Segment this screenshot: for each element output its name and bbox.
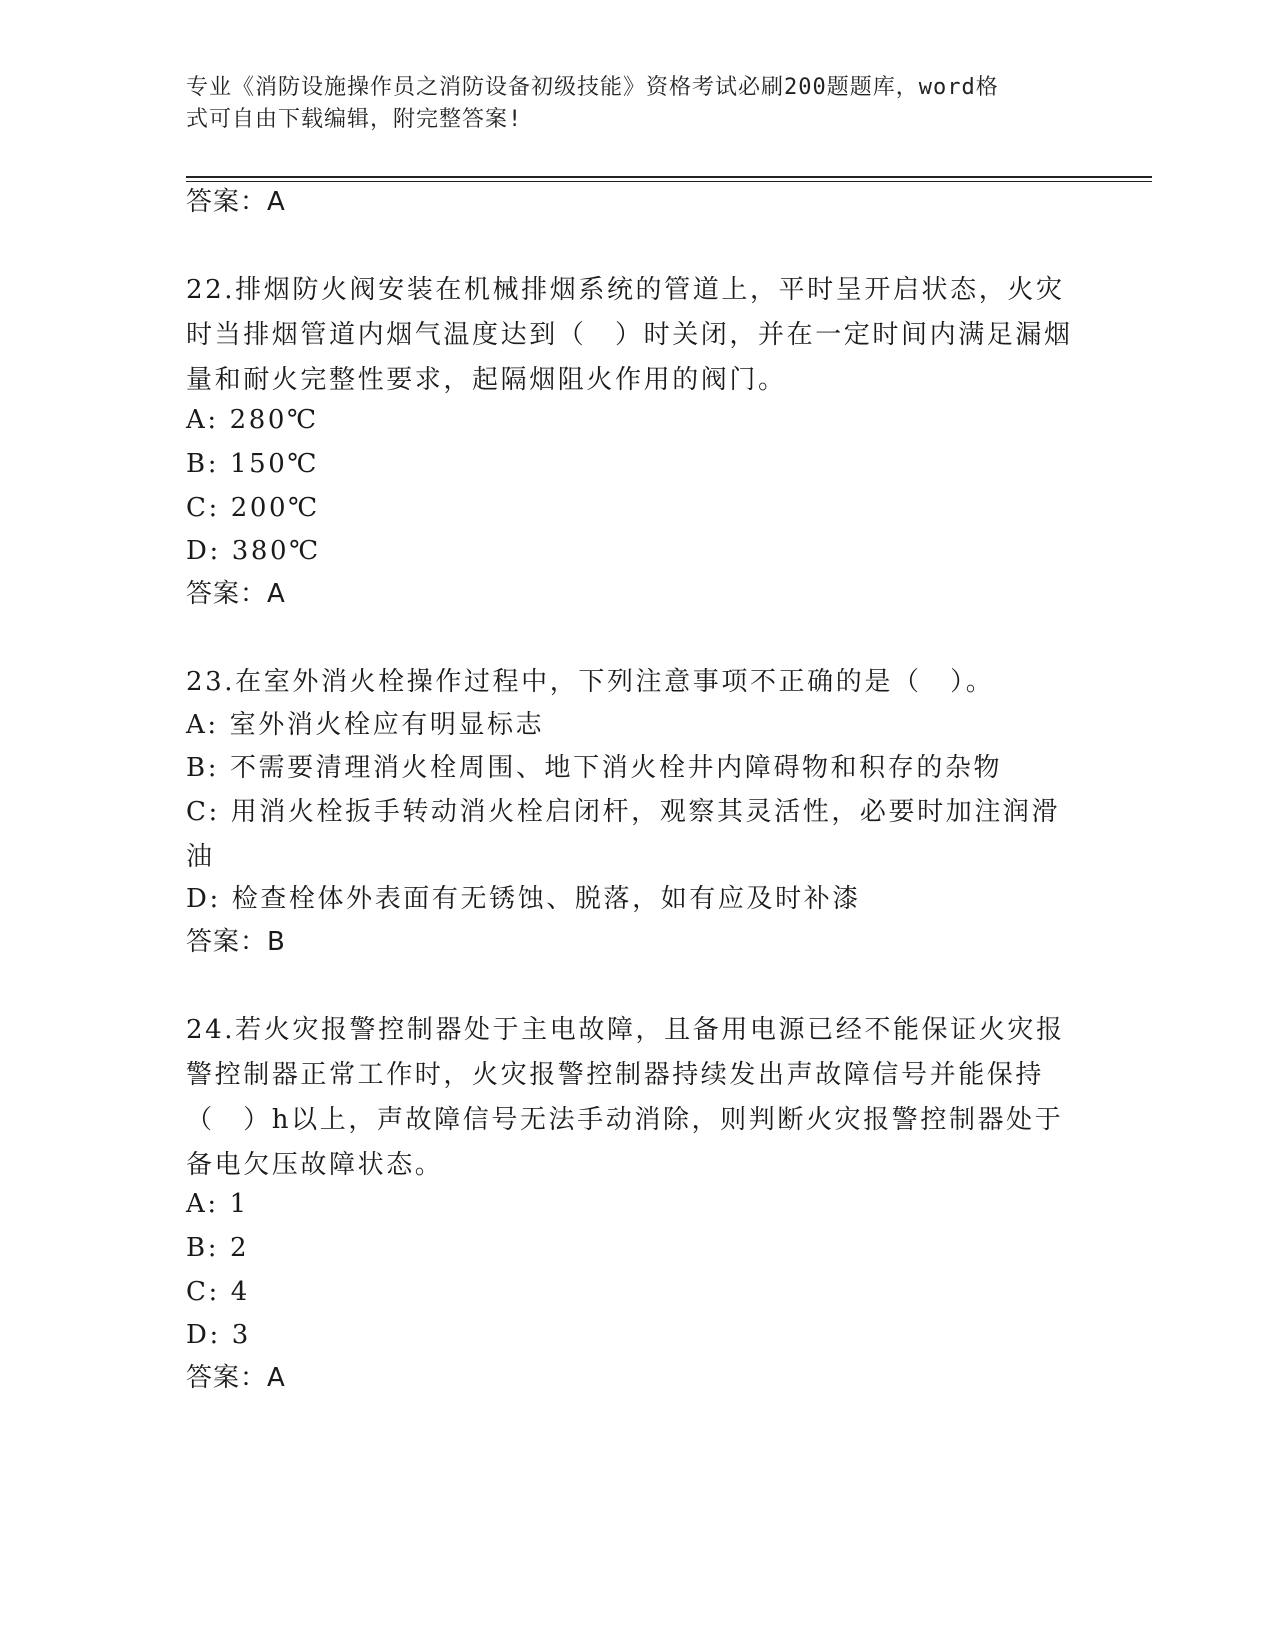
answer-24: 答案：A [186, 1363, 286, 1393]
option-letter: B: [186, 449, 220, 479]
option-letter: C: [186, 797, 220, 827]
option-value: 室外消火栓应有明显标志 [229, 710, 545, 740]
option-value: 1 [229, 1189, 249, 1219]
question-24-option-d [186, 1313, 1086, 1358]
answer-23: 答案：B [186, 927, 286, 957]
header-divider-thin [186, 181, 1152, 182]
option-value: 150℃ [229, 449, 320, 479]
answer-21: 答案：A [186, 187, 286, 217]
header-line-1: 专业《消防设施操作员之消防设备初级技能》资格考试必刷200题题库，word格 [186, 75, 999, 100]
option-value: 用消火栓扳手转动消火栓启闭杆，观察其灵活性，必要时加注润滑油 [186, 797, 1061, 872]
option-value: 2 [229, 1233, 250, 1263]
question-23-option-a [186, 703, 1086, 748]
option-letter: C: [186, 493, 220, 523]
option-value: 不需要清理消火栓周围、地下消火栓井内障碍物和积存的杂物 [229, 753, 1003, 783]
option-letter: D: [186, 1320, 221, 1350]
question-23-text: 23.在室外消火栓操作过程中，下列注意事项不正确的是（ ）。 [186, 667, 995, 697]
option-letter: A: [186, 405, 219, 435]
question-22-option-d [186, 529, 1086, 574]
question-24-option-b [186, 1226, 1086, 1271]
question-23-option-c [186, 790, 1086, 880]
answer-22: 答案：A [186, 579, 286, 609]
option-letter: D: [186, 884, 221, 914]
question-24-option-a [186, 1182, 1086, 1227]
option-value: 380℃ [231, 536, 321, 566]
header-divider [186, 176, 1152, 178]
option-value: 4 [230, 1277, 250, 1307]
header-line-2: 式可自由下载编辑，附完整答案! [186, 107, 523, 132]
question-23-option-d [186, 877, 1086, 922]
option-letter: A: [186, 710, 219, 740]
question-24-text: 24.若火灾报警控制器处于主电故障，且备用电源已经不能保证火灾报警控制器正常工作时，火灾报警控制器持续发出声故障信号并能保持（ ）h以上，声故障信号无法手动消除，则判断火灾报警控制器处于备电欠压故障状态。 [186, 1015, 1065, 1180]
option-letter: C: [186, 1277, 220, 1307]
option-value: 200℃ [230, 493, 320, 523]
question-23-option-b [186, 746, 1086, 791]
question-24-option-c [186, 1270, 1086, 1315]
question-22-option-b [186, 442, 1086, 487]
option-letter: D: [186, 536, 221, 566]
option-value: 280℃ [229, 405, 319, 435]
option-value: 检查栓体外表面有无锈蚀、脱落，如有应及时补漆 [231, 884, 861, 914]
question-22-option-c [186, 486, 1086, 531]
document-header [186, 72, 1066, 136]
option-letter: A: [186, 1189, 219, 1219]
question-22-text: 22.排烟防火阀安装在机械排烟系统的管道上，平时呈开启状态，火灾时当排烟管道内烟气温度达到（ ）时关闭，并在一定时间内满足漏烟量和耐火完整性要求，起隔烟阻火作用的阀门。 [186, 275, 1073, 395]
question-22-option-a [186, 398, 1086, 443]
option-value: 3 [231, 1320, 251, 1350]
option-letter: B: [186, 1233, 220, 1263]
option-letter: B: [186, 753, 220, 783]
